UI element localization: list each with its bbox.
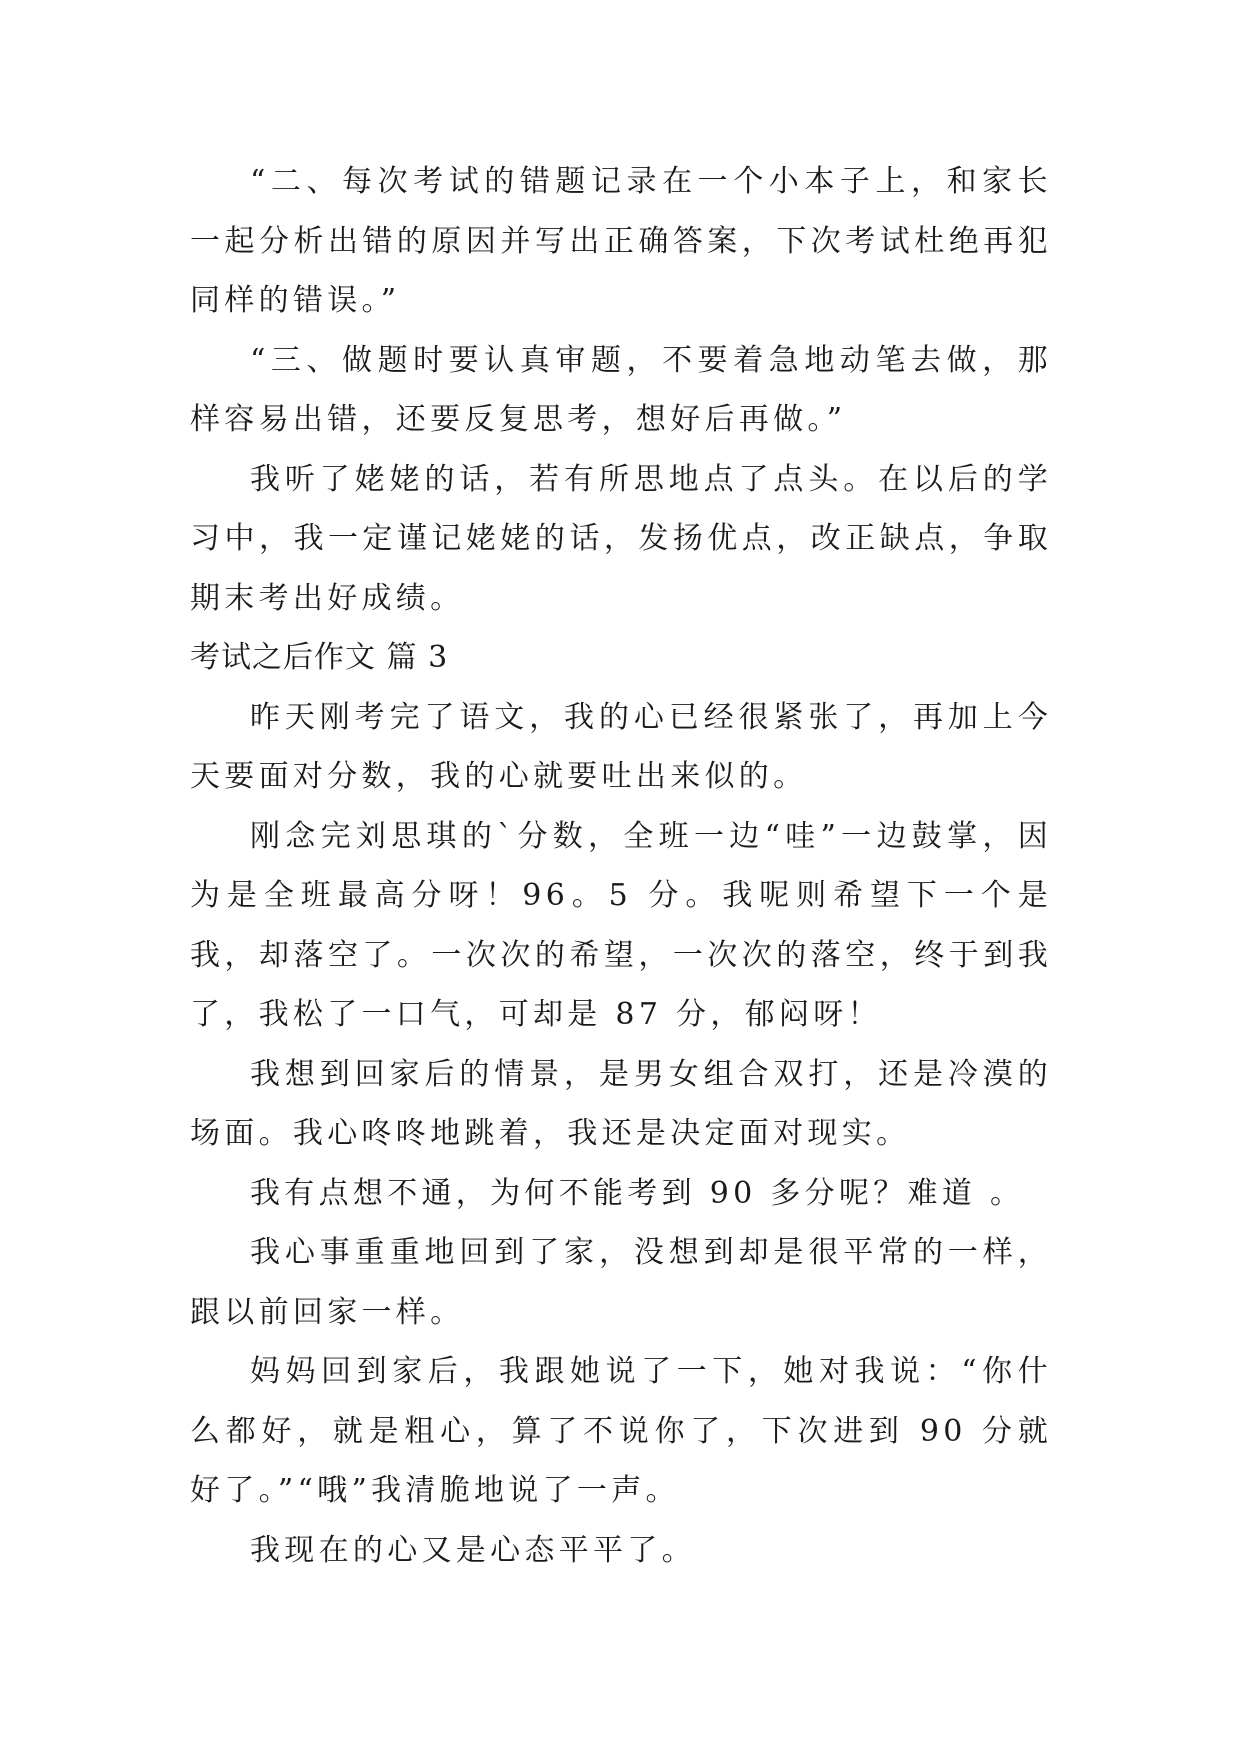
paragraph-calm-again: 我现在的心又是心态平平了。 — [250, 1532, 696, 1568]
section-heading: 考试之后作文 篇 3 — [190, 640, 449, 675]
paragraph-score-announcement: 刚念完刘思琪的`分数，全班一边“哇”一边鼓掌，因为是全班最高分呀！96。5 分。我呢则希望下一个是我，却落空了。一次次的希望，一次次的落空，终于到我了，我松了一口气，可却是 87 分，郁闷呀！ — [190, 818, 1052, 1032]
paragraph-exam-nerves: 昨天刚考完了语文，我的心已经很紧张了，再加上今天要面对分数，我的心就要吐出来似的。 — [190, 699, 1052, 794]
paragraph-going-home: 我想到回家后的情景，是男女组合双打，还是冷漠的场面。我心咚咚地跳着，我还是决定面对现实。 — [190, 1056, 1052, 1151]
paragraph-wondering: 我有点想不通，为何不能考到 90 多分呢？难道 。 — [250, 1175, 1025, 1211]
paragraph-error-notebook: “二、每次考试的错题记录在一个小本子上，和家长一起分析出错的原因并写出正确答案，下次考试杜绝再犯同样的错误。” — [190, 164, 1052, 318]
paragraph-mom-talk: 妈妈回到家后，我跟她说了一下，她对我说：“你什么都好，就是粗心，算了不说你了，下次进到 90 分就好了。”“哦”我清脆地说了一声。 — [190, 1354, 1052, 1508]
paragraph-arriving-home: 我心事重重地回到了家，没想到却是很平常的一样，跟以前回家一样。 — [190, 1235, 1052, 1330]
paragraph-careful-review: “三、做题时要认真审题，不要着急地动笔去做，那样容易出错，还要反复思考，想好后再做。” — [190, 342, 1052, 437]
document-body — [190, 152, 1052, 1580]
paragraph-grandma-advice: 我听了姥姥的话，若有所思地点了点头。在以后的学习中，我一定谨记姥姥的话，发扬优点，改正缺点，争取期末考出好成绩。 — [190, 461, 1052, 616]
